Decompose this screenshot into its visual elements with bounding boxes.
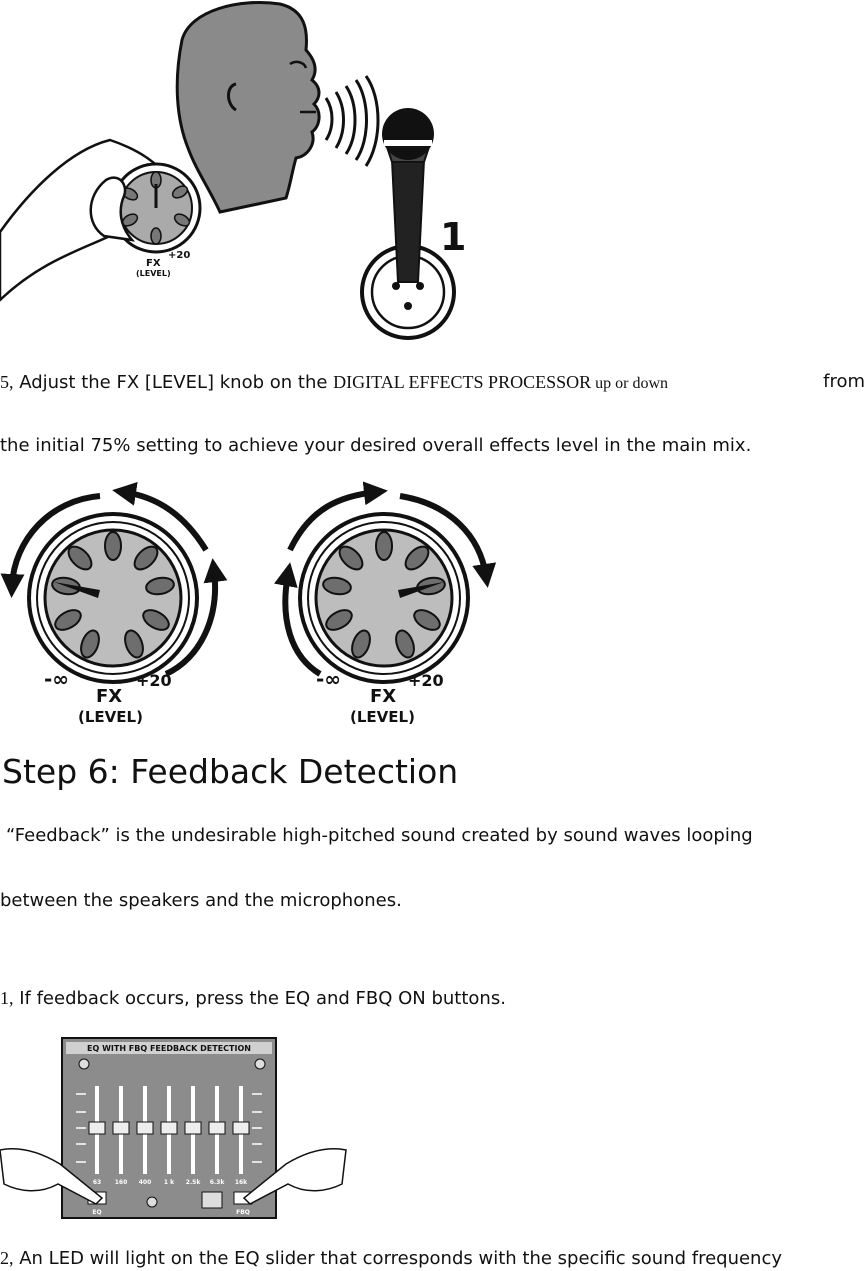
step5-text-b: from [823, 371, 865, 392]
eq-freq-label: 2.5k [185, 1179, 201, 1186]
eq-panel-figure [0, 1034, 350, 1224]
eq-freq-label: 160 [114, 1179, 128, 1186]
definition-line2: between the speakers and the microphones. [0, 890, 402, 911]
singer-head [177, 3, 319, 213]
eq-freq-label: 16k [234, 1179, 248, 1186]
sound-waves [326, 76, 378, 166]
step1-line [0, 986, 506, 1011]
mic-channel-number: 1 [440, 215, 467, 259]
step2-text: An LED will light on the EQ slider that corresponds with the specific sound frequency [13, 1248, 783, 1269]
knob-label: FX [146, 258, 161, 269]
left-knob-label: FX [96, 686, 123, 707]
step5-line1 [0, 370, 865, 396]
fx-knob-left [12, 492, 215, 682]
right-knob-max: +20 [408, 671, 444, 690]
eq-freq-label: 1 k [163, 1179, 175, 1186]
eq-freq-label: 63 [92, 1179, 102, 1186]
step2-line [0, 1246, 782, 1271]
singer-illustration [0, 0, 500, 345]
fx-knobs-figure [0, 478, 500, 730]
definition-line1: “Feedback” is the undesirable high-pitched sound created by sound waves looping [6, 825, 753, 846]
eq-panel-title: EQ WITH FBQ FEEDBACK DETECTION [87, 1044, 251, 1053]
step5-device: DIGITAL EFFECTS PROCESSOR [333, 372, 592, 392]
left-knob-sub: (LEVEL) [78, 708, 143, 726]
step5-number: 5, [0, 372, 14, 392]
section-heading: Step 6: Feedback Detection [2, 752, 459, 791]
fbq-button-label: FBQ [236, 1209, 250, 1216]
step2-number: 2, [0, 1248, 14, 1268]
eq-freq-label: 6.3k [209, 1179, 225, 1186]
right-knob-sub: (LEVEL) [350, 708, 415, 726]
step5-text-a: Adjust the FX [LEVEL] knob on the [13, 372, 334, 393]
left-knob-min: -∞ [44, 667, 69, 691]
knob-max-label: +20 [168, 250, 191, 261]
eq-button-label: EQ [92, 1209, 102, 1216]
fx-knob-right [285, 492, 486, 682]
step5-updown: up or down [591, 375, 668, 392]
knob-sub-label: (LEVEL) [136, 269, 171, 278]
eq-freq-label: 400 [138, 1179, 152, 1186]
right-knob-min: -∞ [316, 667, 341, 691]
step5-line2: the initial 75% setting to achieve your desired overall effects level in the main mix. [0, 435, 752, 456]
step1-text: If feedback occurs, press the EQ and FBQ ON buttons. [13, 988, 506, 1009]
right-knob-label: FX [370, 686, 397, 707]
step1-number: 1, [0, 988, 14, 1008]
left-knob-max: +20 [136, 671, 172, 690]
